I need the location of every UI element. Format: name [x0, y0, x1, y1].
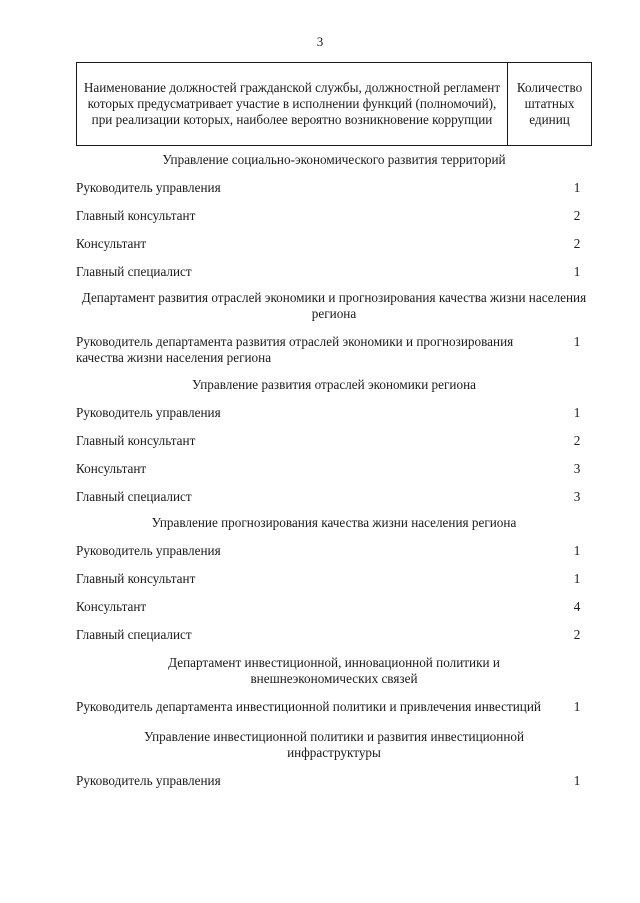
- position-count: 2: [573, 433, 581, 448]
- position-title: Консультант: [76, 236, 147, 251]
- table-row: [76, 489, 592, 505]
- position-count: 1: [573, 543, 581, 558]
- position-count: 3: [573, 489, 581, 504]
- table-row: [76, 180, 592, 196]
- position-title: Руководитель департамента развития отраслей экономики и прогнозирования качества жизни населения региона: [76, 334, 514, 365]
- position-title: Главный консультант: [76, 208, 196, 223]
- position-title: Главный консультант: [76, 571, 196, 586]
- position-title: Главный специалист: [76, 627, 192, 642]
- section-heading: Департамент развития отраслей экономики и прогнозирования качества жизни населения региона: [81, 290, 587, 321]
- position-title: Главный специалист: [76, 264, 192, 279]
- table-header: [76, 62, 592, 146]
- position-count: 4: [573, 599, 581, 614]
- table-row: [76, 571, 592, 587]
- position-count: 2: [573, 208, 581, 223]
- position-count: 1: [573, 773, 581, 788]
- position-count: 1: [573, 264, 581, 279]
- position-count: 3: [573, 461, 581, 476]
- position-title: Руководитель департамента инвестиционной политики и привлечения инвестиций: [76, 699, 541, 714]
- position-title: Главный консультант: [76, 433, 196, 448]
- section-heading: Управление социально-экономического развития территорий: [162, 152, 506, 167]
- table-row: [76, 461, 592, 477]
- position-title: Руководитель управления: [76, 543, 221, 558]
- position-count: 1: [573, 699, 581, 714]
- position-title: Главный специалист: [76, 489, 192, 504]
- table-row: [76, 433, 592, 449]
- table-row: [76, 236, 592, 252]
- table-row: [76, 627, 592, 643]
- table-row: [76, 543, 592, 559]
- position-count: 1: [573, 405, 581, 420]
- header-staff-count: Количество штатных единиц: [516, 80, 583, 127]
- section-heading: Управление прогнозирования качества жизни населения региона: [151, 515, 517, 530]
- positions-list: [76, 150, 592, 789]
- table-row: [76, 599, 592, 615]
- position-count: 2: [573, 627, 581, 642]
- table-row: [76, 264, 592, 280]
- table-row: [76, 334, 592, 366]
- position-title: Руководитель управления: [76, 405, 221, 420]
- header-position-name: Наименование должностей гражданской службы, должностной регламент которых предусматривает участие в исполнении функций (полномочий), при реализации которых, наиболее вероятно возникновение коррупции: [77, 63, 508, 145]
- position-title: Консультант: [76, 599, 147, 614]
- position-count: 1: [573, 334, 581, 349]
- section-heading: Департамент инвестиционной, инновационной политики и внешнеэкономических связей: [168, 655, 500, 686]
- position-title: Консультант: [76, 461, 147, 476]
- position-title: Руководитель управления: [76, 773, 221, 788]
- table-row: [76, 699, 592, 715]
- page-number: 3: [316, 34, 324, 49]
- table-row: [76, 208, 592, 224]
- table-row: [76, 773, 592, 789]
- position-count: 1: [573, 571, 581, 586]
- position-count: 1: [573, 180, 581, 195]
- table-row: [76, 405, 592, 421]
- position-count: 2: [573, 236, 581, 251]
- position-title: Руководитель управления: [76, 180, 221, 195]
- section-heading: Управление инвестиционной политики и развития инвестиционной инфраструктуры: [143, 729, 525, 760]
- section-heading: Управление развития отраслей экономики региона: [192, 377, 476, 392]
